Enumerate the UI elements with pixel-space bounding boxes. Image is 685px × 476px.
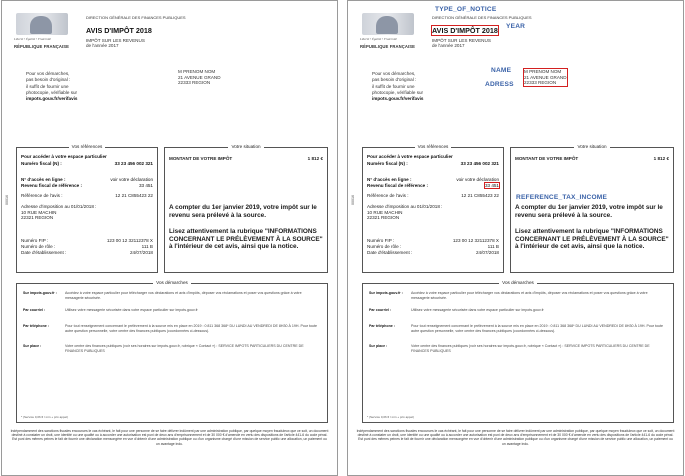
rfr-value-highlighted: 33 451 <box>484 183 499 188</box>
tax-notice-page-original <box>1 0 338 476</box>
situation-box <box>510 144 674 273</box>
online-access-row: N° d'accès en ligne : voir votre déclaration <box>367 177 499 182</box>
demarche-item-telephone: Par téléphone : Pour tout renseignement concernant le prélèvement à la source mis en place en 2019 : 0 811 368 368* DU LUNDI AU VENDREDI DE 8H30 À 19H. Pour toute autre question personnelle, votre centre des finances publiques (coordonnées ci-dessous). <box>369 324 664 333</box>
logo-motto: Liberté • Égalité • Fraternité <box>14 37 51 41</box>
rfr-row: Revenu fiscal de référence : 33 451 <box>367 183 499 188</box>
imposition-label: Adresse d'imposition au 01/01/2018 : <box>367 204 443 209</box>
recipient-address: M PRENOM NOM 21 AVENUE GRAND 22333 REGION <box>178 69 221 86</box>
demarches-heading: Vos démarches <box>499 280 537 285</box>
date-row: Date d'établissement : 24/07/2018 <box>367 250 499 255</box>
logo-motto: Liberté • Égalité • Fraternité <box>360 37 397 41</box>
demarches-box <box>362 280 674 423</box>
references-box <box>362 144 504 273</box>
rfr-row: Revenu fiscal de référence : 33 451 <box>21 183 153 188</box>
direction-label: DIRECTION GÉNÉRALE DES FINANCES PUBLIQUES <box>86 15 186 20</box>
demarche-item-sur-place: Sur place : Votre centre des finances publiques (voir ses horaires sur impots.gouv.fr, rubrique « Contact ») : SERVICE IMPOTS PARTICULIERS DU CENTRE DE FINANCES PUBLIQUES <box>369 344 650 353</box>
avis-ref-row: Référence de l'avis : 12 21 C855423 22 <box>367 193 499 198</box>
notice-header <box>86 15 256 48</box>
label-type-of-notice: TYPE_OF_NOTICE <box>435 6 497 13</box>
imposition-address: 10 RUE MACHIN 22321 REGION <box>367 210 403 221</box>
situation-para-2: Lisez attentivement la rubrique "INFORMATIONS CONCERNANT LE PRÉLÈVEMENT À LA SOURCE" à l'intérieur de cet avis, ainsi que la notice. <box>515 228 669 251</box>
notice-header <box>432 15 602 48</box>
situation-para-1: A compter du 1er janvier 2019, votre impôt sur le revenu sera prélevé à la source. <box>515 204 663 219</box>
demarches-footnote: * (Service 0,06 € / min + prix appel) <box>367 415 414 419</box>
notice-subtitle-2: de l'année 2017 <box>432 43 465 49</box>
verif-url[interactable]: impots.gouv.fr/verifavis <box>372 96 424 102</box>
demarches-box <box>16 280 328 423</box>
tax-notice-page-annotated <box>347 0 684 476</box>
date-row: Date d'établissement : 24/07/2018 <box>21 250 153 255</box>
label-year: YEAR <box>506 23 526 30</box>
demarche-item-sur-place: Sur place : Votre centre des finances publiques (voir ses horaires sur impots.gouv.fr, rubrique « Contact ») : SERVICE IMPOTS PARTICULIERS DU CENTRE DE FINANCES PUBLIQUES <box>23 344 304 353</box>
fip-row: Numéro FIP : 123 00 12 32112378 X <box>21 238 153 243</box>
fip-row: Numéro FIP : 123 00 12 32112378 X <box>367 238 499 243</box>
label-name: NAME <box>491 67 512 74</box>
avis-ref-row: Référence de l'avis : 12 21 C855423 22 <box>21 193 153 198</box>
demarches-intro <box>26 71 77 102</box>
verif-url[interactable]: impots.gouv.fr/verifavis <box>26 96 78 102</box>
logo-republique: RÉPUBLIQUE FRANÇAISE <box>14 44 70 49</box>
rfr-value: 33 451 <box>138 183 153 188</box>
montant-row: MONTANT DE VOTRE IMPÔT 1 812 € <box>169 156 323 161</box>
legal-notice: Indépendamment des sanctions fiscales encourues le cas échéant, le fait pour une personne de se faire délivrer indûment par une administration publique, par quelque moyen frauduleux que ce soit, un document destiné à constater un droit, une identité ou une qualité ou à accorder une autorisation est puni de deux ans d'emprisonnement et de 30 000 € d'amende en vertu des dispositions de l'article 441-6 du code pénal. Est puni des mêmes peines le fait de fournir une déclaration mensongère en vue d'obtenir d'une administration publique ou d'un organisme chargé d'une mission de service public une allocation, un paiement ou un avantage indu. <box>356 429 675 446</box>
demarche-item-courriel: Par courriel : Utilisez votre messagerie sécurisée dans votre espace particulier sur impots.gouv.fr <box>369 308 544 312</box>
notice-title-highlighted: AVIS D'IMPÔT 2018 <box>432 26 498 35</box>
role-row: Numéro de rôle : 111 B <box>21 244 153 249</box>
republique-francaise-logo <box>14 13 80 53</box>
fiscal-number-row: Numéro fiscal (N) : 33 23 456 002 321 <box>21 161 153 166</box>
side-code: 00016 <box>5 195 9 205</box>
role-row: Numéro de rôle : 111 B <box>367 244 499 249</box>
demarche-item-web: Sur impots.gouv.fr : Accédez à votre espace particulier pour télécharger vos déclarations et avis d'impôts, déposer vos réclamations et poser vos questions grâce à votre messagerie sécurisée. <box>369 291 648 300</box>
demarches-heading: Vos démarches <box>153 280 191 285</box>
demarche-item-courriel: Par courriel : Utilisez votre messagerie sécurisée dans votre espace particulier sur impots.gouv.fr <box>23 308 198 312</box>
demarche-item-web: Sur impots.gouv.fr : Accédez à votre espace particulier pour télécharger vos déclarations et avis d'impôts, déposer vos réclamations et poser vos questions grâce à votre messagerie sécurisée. <box>23 291 302 300</box>
notice-subtitle-2: de l'année 2017 <box>86 43 119 49</box>
situation-para-2: Lisez attentivement la rubrique "INFORMATIONS CONCERNANT LE PRÉLÈVEMENT À LA SOURCE" à l'intérieur de cet avis, ainsi que la notice. <box>169 228 323 251</box>
fiscal-number-row: Numéro fiscal (N) : 33 23 456 002 321 <box>367 161 499 166</box>
logo-republique: RÉPUBLIQUE FRANÇAISE <box>360 44 416 49</box>
situation-para-1: A compter du 1er janvier 2019, votre impôt sur le revenu sera prélevé à la source. <box>169 204 317 219</box>
situation-heading: Votre situation <box>574 144 609 149</box>
marianne-icon <box>30 16 52 34</box>
recipient-address-highlighted: M PRENOM NOM 21 AVENUE GRAND 22333 REGION <box>524 69 567 86</box>
demarches-intro-text: Pour vos démarches, pas besoin d'original : il suffit de fournir une photocopie, vérifiable sur <box>26 71 78 95</box>
situation-heading: Votre situation <box>228 144 263 149</box>
side-code: 00016 <box>351 195 355 205</box>
demarches-footnote: * (Service 0,06 € / min + prix appel) <box>21 415 68 419</box>
imposition-address: 10 RUE MACHIN 22321 REGION <box>21 210 57 221</box>
situation-box <box>164 144 328 273</box>
fiscal-number-value: 33 23 456 002 321 <box>460 161 499 166</box>
access-heading: Pour accéder à votre espace particulier <box>21 154 107 159</box>
notice-subtitle-1: IMPÔT SUR LES REVENUS <box>86 38 145 43</box>
marianne-icon <box>376 16 398 34</box>
demarche-item-telephone: Par téléphone : Pour tout renseignement concernant le prélèvement à la source mis en place en 2019 : 0 811 368 368* DU LUNDI AU VENDREDI DE 8H30 À 19H. Pour toute autre question personnelle, votre centre des finances publiques (coordonnées ci-dessous). <box>23 324 318 333</box>
demarches-intro-text: Pour vos démarches, pas besoin d'original : il suffit de fournir une photocopie, vérifiable sur <box>372 71 424 95</box>
direction-label: DIRECTION GÉNÉRALE DES FINANCES PUBLIQUES <box>432 15 532 20</box>
legal-notice: Indépendamment des sanctions fiscales encourues le cas échéant, le fait pour une personne de se faire délivrer indûment par une administration publique, par quelque moyen frauduleux que ce soit, un document destiné à constater un droit, une identité ou une qualité ou à accorder une autorisation est puni de deux ans d'emprisonnement et de 30 000 € d'amende en vertu des dispositions de l'article 441-6 du code pénal. Est puni des mêmes peines le fait de fournir une déclaration mensongère en vue d'obtenir d'une administration publique ou d'un organisme chargé d'une mission de service public une allocation, un paiement ou un avantage indu. <box>10 429 329 446</box>
montant-row: MONTANT DE VOTRE IMPÔT 1 812 € <box>515 156 669 161</box>
online-access-row: N° d'accès en ligne : voir votre déclaration <box>21 177 153 182</box>
montant-value: 1 812 € <box>653 156 669 161</box>
label-reference-tax-income: REFERENCE_TAX_INCOME <box>516 194 608 201</box>
references-heading: Vos références <box>69 144 106 149</box>
fiscal-number-value: 33 23 456 002 321 <box>114 161 153 166</box>
republique-francaise-logo <box>360 13 426 53</box>
notice-title: AVIS D'IMPÔT 2018 <box>86 26 152 35</box>
access-heading: Pour accéder à votre espace particulier <box>367 154 453 159</box>
montant-value: 1 812 € <box>307 156 323 161</box>
imposition-label: Adresse d'imposition au 01/01/2018 : <box>21 204 97 209</box>
label-adress: ADRESS <box>485 81 514 88</box>
references-box <box>16 144 158 273</box>
references-heading: Vos références <box>415 144 452 149</box>
demarches-intro <box>372 71 423 102</box>
notice-subtitle-1: IMPÔT SUR LES REVENUS <box>432 38 491 43</box>
